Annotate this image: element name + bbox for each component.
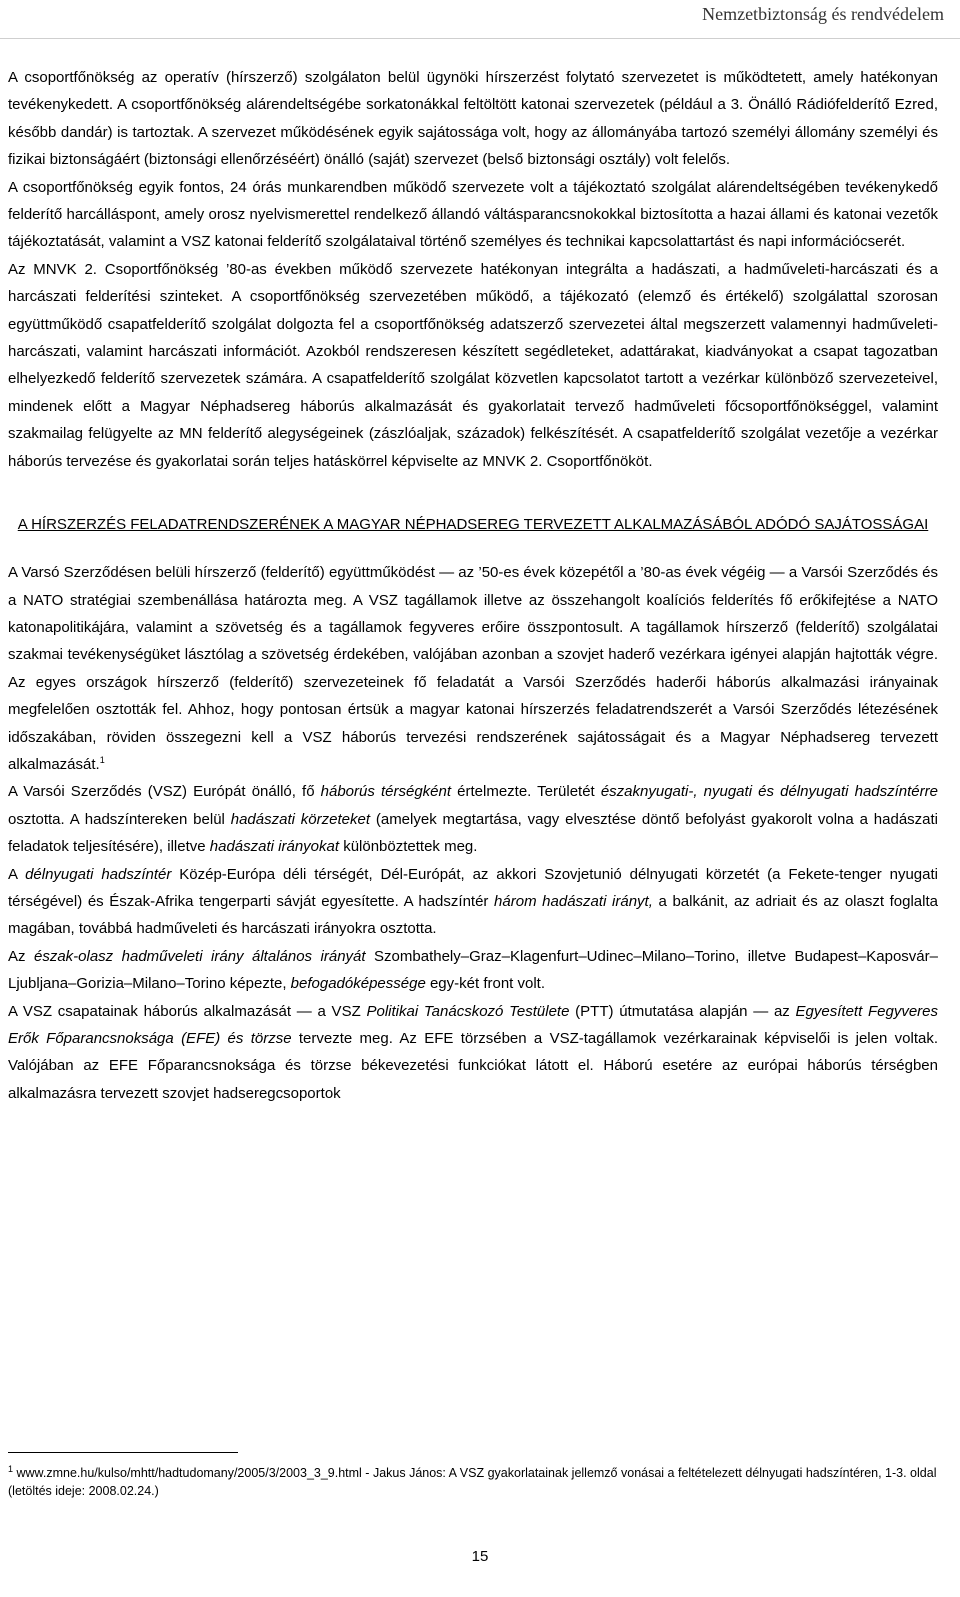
- p5-text-e: osztotta. A hadszíntereken belül: [8, 810, 231, 828]
- paragraph-7: [8, 943, 938, 998]
- p5-italic-f: hadászati körzeteket: [230, 810, 370, 828]
- p5-italic-b: háborús térségként: [320, 783, 452, 801]
- p6-italic-d: három hadászati irányt,: [494, 892, 653, 910]
- p5-italic-h: hadászati irányokat: [209, 838, 340, 856]
- paragraph-3: Az MNVK 2. Csoportfőnökség ’80-as években működő szervezete hatékonyan integrálta a hadászati, a hadműveleti-harcászati és a harcászati felderítési szinteket. A csoportfőnökség szervezetében működő, a tájékozató (elemző és értékelő) szolgálattal szorosan együttműködő csapatfelderítő szolgálat dolgozta fel a csoportfőnökség adatszerző szervezetei által megszerzett valamennyi hadműveleti-harcászati, valamint harcászati információt. Azokból rendszeresen készített segédleteket, adattárakat, kiadványokat a csapat tagozatban elhelyezkedő felderítő szervezetek számára. A csapatfelderítő szolgálat közvetlen kapcsolatot tartott a vezérkar különböző szervezeteivel, mindenek előtt a Magyar Néphadsereg háborús alkalmazását és gyakorlatait tervező hadműveleti főcsoportfőnökséggel, valamint szakmailag felügyelte az MN felderítő alegységeinek (zászlóaljak, századok) felkészítését. A csapatfelderítő szolgálat vezetője a vezérkar háborús tervezése és gyakorlatai során teljes hatáskörrel képviselte az MNVK 2. Csoportfőnököt.: [8, 260, 938, 470]
- footnote-reference[interactable]: 1: [99, 754, 105, 765]
- paragraph-8: [8, 998, 938, 1108]
- footnote: [8, 1464, 938, 1500]
- paragraph-5: [8, 778, 938, 860]
- paragraph-2: A csoportfőnökség egyik fontos, 24 órás munkarendben működő szervezete volt a tájékoztató szolgálat alárendeltségében tevékenykedő felderítő harcálláspont, amely orosz nyelvismerettel rendelkező állandó váltásparancsnokokkal biztosította a hazai állami és katonai vezetők tájékoztatását, valamint a VSZ katonai felderítő szolgálataival történő személyes és technikai kapcsolattartást és napi információcserét.: [8, 178, 938, 251]
- p6-text-c: Közép-Európa déli térségét, Dél-Európát, az akkori Szovjetunió délnyugati körzetét (a Fekete-tenger nyugati térségével) és Észak-Afrika tengerparti sávját egyesítette. A hadszíntér: [8, 865, 938, 910]
- p7-text-e: egy-két front volt.: [425, 975, 546, 993]
- p5-italic-d: északnyugati-, nyugati és délnyugati hadszíntérre: [600, 783, 938, 801]
- paragraph-6: [8, 861, 938, 943]
- p8-text-e: tervezte meg. Az EFE törzsében a VSZ-tagállamok vezérkarainak képviselői is jelen voltak. Valójában az EFE Főparancsnoksága és törzse békevezetési funkciókat látott el. Háború esetére az európai háborús térségben alkalmazásra tervezett szovjet hadseregcsoportok: [8, 1030, 938, 1102]
- p6-text-a: A: [8, 865, 26, 883]
- section-heading: A HÍRSZERZÉS FELADATRENDSZERÉNEK A MAGYAR NÉPHADSEREG TERVEZETT ALKALMAZÁSÁBÓL ADÓDÓ SAJÁTOSSÁGAI: [17, 516, 929, 534]
- p8-text-a: A VSZ csapatainak háborús alkalmazását — a VSZ: [8, 1002, 367, 1020]
- p8-italic-b: Politikai Tanácskozó Testülete: [366, 1002, 570, 1020]
- p6-italic-b: délnyugati hadszíntér: [25, 865, 172, 883]
- header-divider: [0, 38, 960, 39]
- p5-text-g: (amelyek megtartása, vagy elvesztése döntő befolyást gyakorolt volna a hadászati feladatok teljesítésére), illetve: [8, 810, 938, 856]
- p7-text-a: Az: [8, 947, 34, 965]
- p8-text-c: (PTT) útmutatása alapján — az: [569, 1002, 796, 1020]
- p7-text-c: Szombathely–Graz–Klagenfurt–Udinec–Milano–Torino, illetve Budapest–Kaposvár–Ljubljana–Gorizia–Milano–Torino képezte,: [8, 947, 938, 993]
- body-text: [8, 64, 938, 1107]
- p5-text-i: különböztettek meg.: [339, 838, 478, 856]
- p7-italic-b: észak-olasz hadműveleti irány általános irányát: [33, 947, 366, 965]
- footnote-divider: [8, 1452, 238, 1453]
- paragraph-4-text: A Varsó Szerződésen belüli hírszerző (felderítő) együttműködést — az ’50-es évek közepétől a ’80-as évek végéig — a Varsói Szerződés és a NATO stratégiai szembenállása határozta meg. A VSZ tagállamok illetve az összehangolt koalíciós felderítés fő erőkifejtése a NATO katonapolitikájára, valamint a szövetség és a tagállamok fegyveres erőire összpontosult. A tagállamok hírszerző (felderítő) szolgálatai szakmai tevékenységüket lásztólag a szövetség érdekében, valójában azonban a szovjet haderő vezérkara igényei alapján hajtották végre. Az egyes országok hírszerző (felderítő) szervezeteinek fő feladatát a Varsói Szerződés haderői háborús alkalmazási irányainak megfelelően osztották fel. Ahhoz, hogy pontosan értsük a magyar katonai hírszerzés feladatrendszerét a Varsói Szerződés létezésének időszakában, röviden összegezni kell a VSZ háborús tervezési rendszerének sajátosságait és a Magyar Néphadsereg tervezett alkalmazását.: [8, 564, 938, 773]
- footnote-number: 1: [8, 1463, 14, 1474]
- paragraph-4: [8, 559, 938, 778]
- running-header: Nemzetbiztonság és rendvédelem: [702, 4, 944, 24]
- page-number: 15: [471, 1548, 489, 1565]
- p5-text-c: értelmezte. Területét: [451, 783, 601, 801]
- paragraph-1: A csoportfőnökség az operatív (hírszerző) szolgálaton belül ügynöki hírszerzést folytató szervezetet is működtetett, amely hatékonyan tevékenykedett. A csoportfőnökség alárendeltségébe sorkatonákkal feltöltött katonai szervezetek (például a 3. Önálló Rádiófelderítő Ezred, később dandár) is tartoztak. A szervezet működésének egyik sajátossága volt, hogy az állományába tartozó személyi állomány személyi és fizikai biztonságáért (biztonsági ellenőrzéséért) önálló (saját) szervezet (belső biztonsági osztály) volt felelős.: [8, 69, 938, 169]
- p5-text-a: A Varsói Szerződés (VSZ) Európát önálló, fő: [8, 783, 321, 801]
- p6-text-e: a balkánit, az adriait és az olaszt foglalta magában, továbbá hadműveleti és harcászati irányokra osztotta.: [8, 892, 938, 938]
- footnote-text: www.zmne.hu/kulso/mhtt/hadtudomany/2005/3/2003_3_9.html - Jakus János: A VSZ gyakorlatainak jellemző vonásai a feltételezett délnyugati hadszíntéren, 1-3. oldal (letöltés ideje: 2008.02.24.): [8, 1466, 937, 1498]
- p8-italic-d: Egyesített Fegyveres Erők Főparancsnoksága (EFE) és törzse: [8, 1002, 938, 1047]
- p7-italic-d: befogadóképessége: [290, 975, 426, 993]
